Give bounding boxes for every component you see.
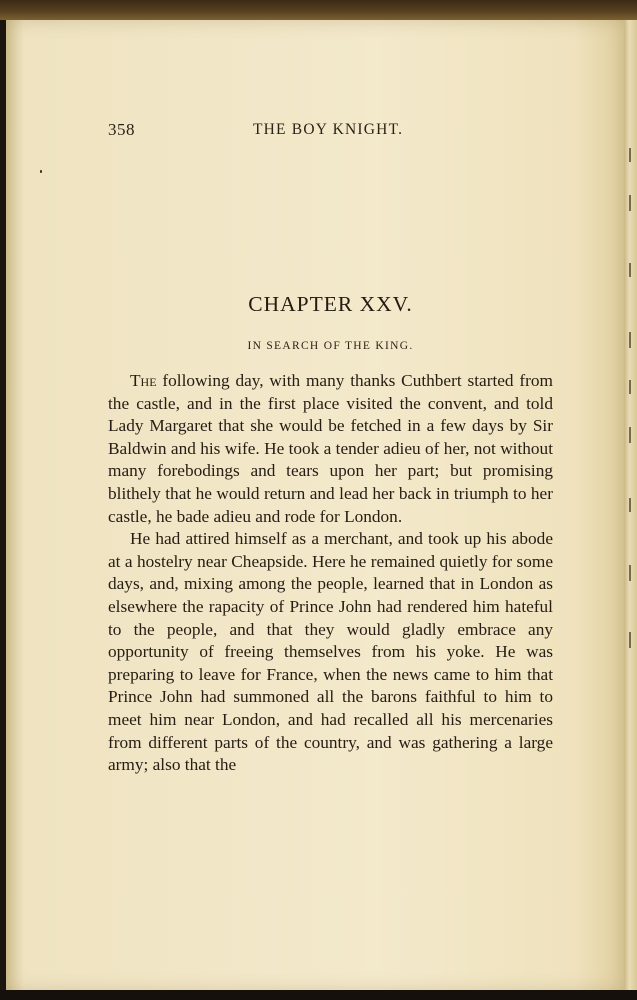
ink-speck [40, 170, 42, 173]
body-text [108, 370, 553, 777]
paragraph [108, 370, 553, 528]
paragraph-text: following day, with many thanks Cuthbert started from the castle, and in the first place visited the convent, and told Lady Margaret that she would be fetched in a few days by Sir Baldwin and his wife. He took a tender adieu of her, not without many forebodings and tears upon her part; but promising blithely that he would return and lead her back in triumph to her castle, he bade adieu and rode for London. [108, 371, 553, 526]
page-number: 358 [108, 120, 135, 139]
paragraph-lead-word: The [130, 371, 157, 390]
running-head [108, 120, 553, 142]
chapter-title: CHAPTER XXV. [248, 292, 413, 316]
top-page-edge [0, 0, 637, 20]
paragraph-text: He had attired himself as a merchant, and took up his abode at a hostelry near Cheapside. Here he remained quietly for some days, and, mixing among the people, learned that in London as elsewhere the rapacity of Prince John had rendered him hateful to the people, and that they would gladly embrace any opportunity of freeing themselves from his yoke. He was preparing to leave for France, when the news came to him that Prince John had summoned all the barons faithful to him to meet him near London, and had recalled all his mercenaries from different parts of the country, and was gathering a large army; also that the [108, 529, 553, 775]
bottom-page-edge [0, 990, 637, 1000]
paragraph [108, 528, 553, 777]
facing-page-edge [624, 20, 637, 1000]
chapter-subtitle: IN SEARCH OF THE KING. [247, 340, 414, 352]
book-title: THE BOY KNIGHT. [253, 121, 404, 138]
